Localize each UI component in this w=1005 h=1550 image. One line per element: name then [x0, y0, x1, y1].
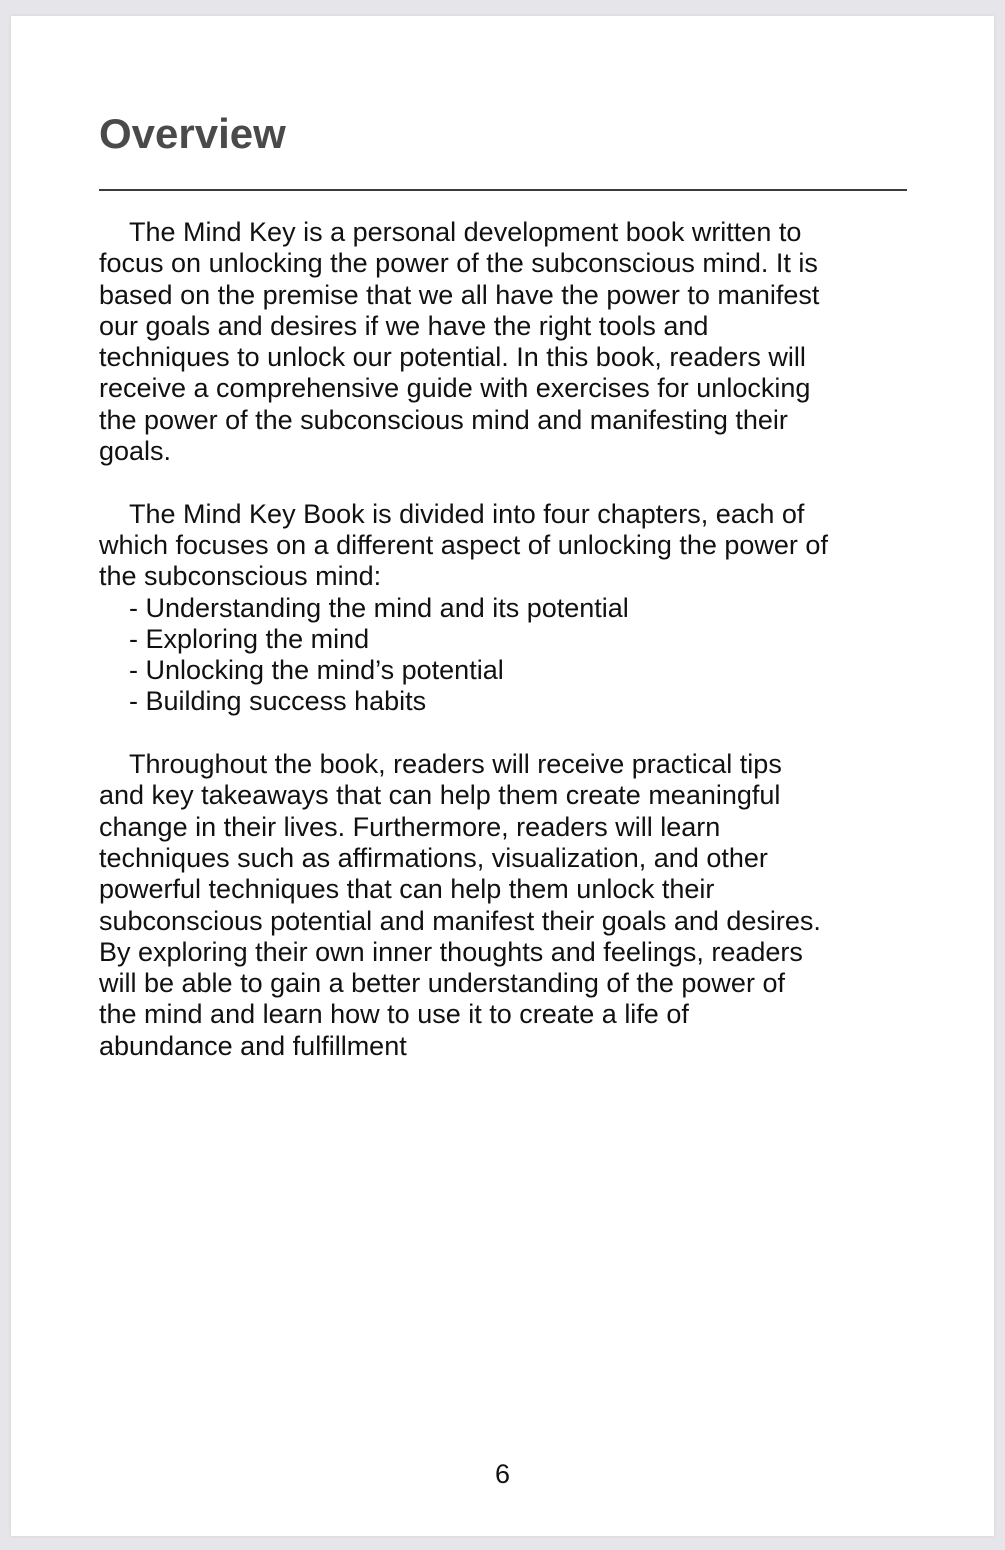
- paragraph-line: the subconscious mind:: [99, 561, 382, 592]
- paragraph-line: techniques to unlock our potential. In this book, readers will: [99, 342, 806, 373]
- paragraph-chapters: [99, 499, 907, 718]
- paragraph-line: abundance and fulfillment: [99, 1030, 407, 1061]
- paragraph-line: The Mind Key is a personal development book written to: [129, 217, 802, 247]
- paragraph-gap: [99, 467, 907, 498]
- body-text: [99, 217, 907, 1062]
- paragraph-line: subconscious potential and manifest their goals and desires.: [99, 905, 821, 936]
- paragraph-line: By exploring their own inner thoughts and feelings, readers: [99, 936, 803, 967]
- paragraph-gap: [99, 718, 907, 749]
- paragraph-line: the mind and learn how to use it to create a life of: [99, 999, 689, 1030]
- paragraph-line: will be able to gain a better understanding of the power of: [99, 968, 785, 999]
- page-number: 6: [494, 1459, 511, 1489]
- paragraph-line: change in their lives. Furthermore, readers will learn: [99, 811, 721, 842]
- paragraph-line: The Mind Key Book is divided into four chapters, each of: [129, 498, 805, 529]
- paragraph-line: focus on unlocking the power of the subconscious mind. It is: [99, 248, 818, 279]
- document-page: [11, 16, 994, 1536]
- paragraph-line: receive a comprehensive guide with exercises for unlocking: [99, 373, 811, 404]
- paragraph-line: based on the premise that we all have the power to manifest: [99, 279, 820, 310]
- paragraph-line: techniques such as affirmations, visualization, and other: [99, 842, 768, 873]
- paragraph-line: goals.: [99, 436, 172, 467]
- chapter-list-item: - Exploring the mind: [129, 623, 370, 654]
- paragraph-line: which focuses on a different aspect of unlocking the power of: [99, 529, 828, 560]
- title-divider: [99, 189, 907, 191]
- paragraph-intro: [99, 217, 907, 467]
- chapter-list-item: - Unlocking the mind’s potential: [129, 655, 504, 686]
- chapter-list-item: - Building success habits: [129, 686, 427, 717]
- page-title: Overview: [99, 110, 286, 157]
- paragraph-line: our goals and desires if we have the right tools and: [99, 310, 709, 341]
- chapter-list-item: - Understanding the mind and its potential: [129, 592, 629, 623]
- paragraph-takeaways: [99, 749, 907, 1062]
- paragraph-line: the power of the subconscious mind and manifesting their: [99, 404, 788, 435]
- paragraph-line: powerful techniques that can help them unlock their: [99, 874, 715, 905]
- paragraph-line: and key takeaways that can help them create meaningful: [99, 780, 781, 811]
- paragraph-line: Throughout the book, readers will receive practical tips: [129, 749, 782, 780]
